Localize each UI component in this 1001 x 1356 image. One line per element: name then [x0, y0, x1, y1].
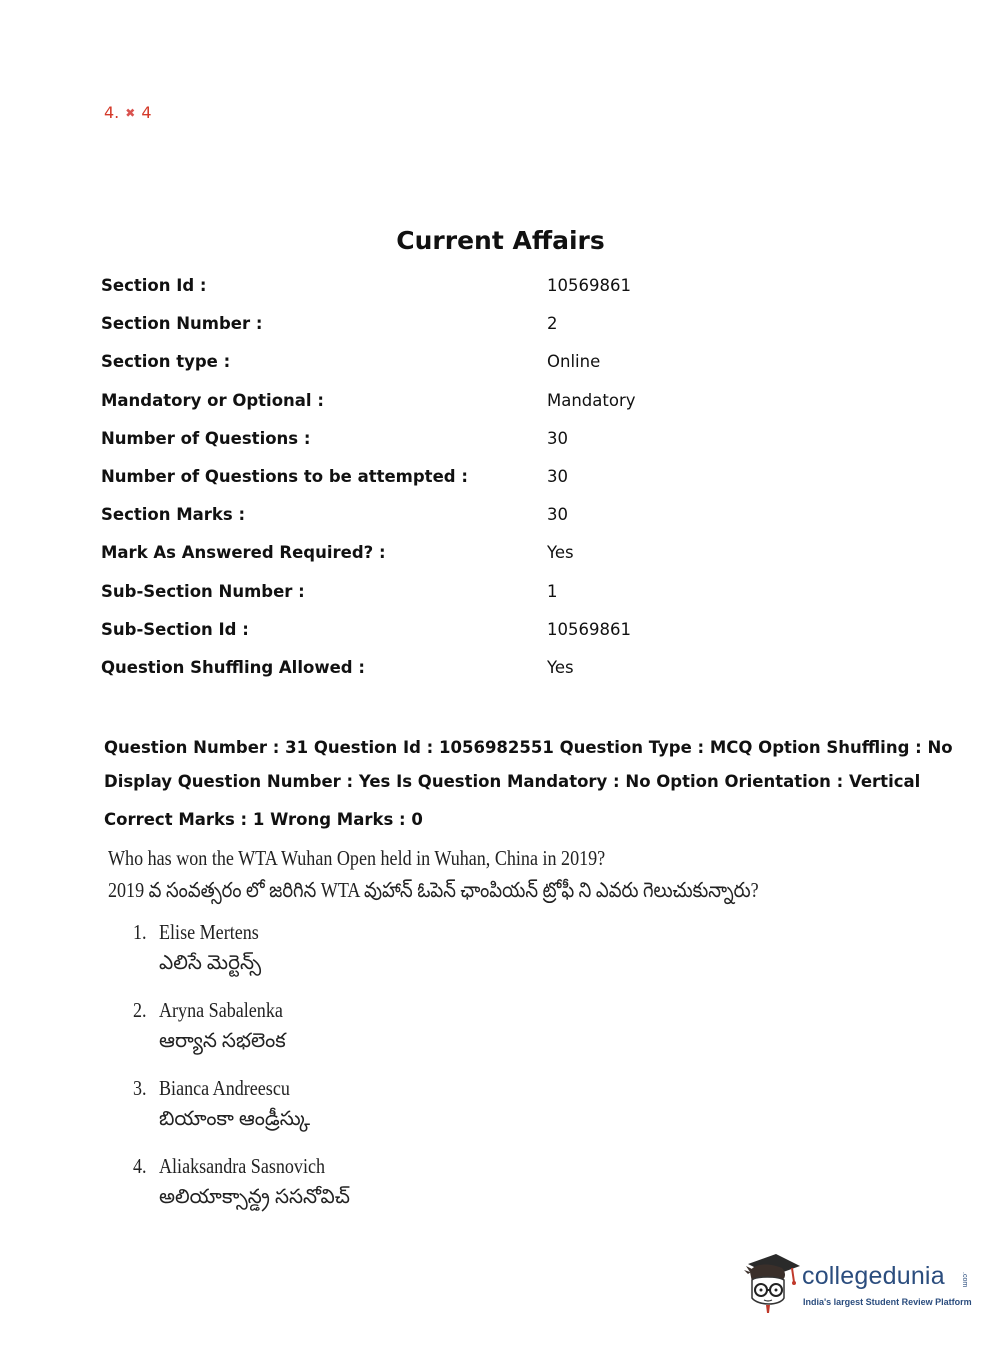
row-value: 2 [547, 314, 558, 334]
option-number: 2. [133, 998, 147, 1022]
section-row [101, 272, 901, 310]
section-row [101, 425, 901, 463]
previous-answer [104, 103, 152, 122]
section-details [101, 272, 901, 692]
row-label: Number of Questions to be attempted : [101, 466, 468, 486]
section-row [101, 348, 901, 386]
previous-answer-value: 4 [141, 103, 152, 122]
option-text-telugu: ఎలిసే మెర్టెన్స్ [159, 952, 262, 974]
option-text-telugu: అలియాక్సాన్డ్ర ససనోవిచ్ [159, 1186, 350, 1208]
row-value: 30 [547, 428, 568, 448]
section-title: Current Affairs [396, 226, 605, 255]
row-label: Question Shuffling Allowed : [101, 657, 365, 677]
logo-tagline: India's largest Student Review Platform [803, 1297, 972, 1307]
option-text-telugu: ఆర్యాన సభలెంక [159, 1030, 286, 1052]
row-label: Sub-Section Number : [101, 581, 305, 601]
question-meta-line-1: Question Number : 31 Question Id : 1056982551 Question Type : MCQ Option Shuffling : No [104, 738, 953, 757]
question-text-telugu: 2019 వ సంవత్సరం లో జరిగిన WTA వుహాన్ ఓపెన్ ఛాంపియన్ ట్రోఫీ ని ఎవరు గెలుచుకున్నారు? [108, 878, 759, 902]
row-value: Yes [547, 543, 574, 563]
option-text-english: Elise Mertens [159, 920, 259, 944]
row-value: Online [547, 352, 601, 372]
logo-suffix: .com [961, 1272, 968, 1288]
row-label: Section Marks : [101, 505, 246, 525]
logo-brand-name: collegedunia [802, 1262, 945, 1290]
row-value: 30 [547, 466, 568, 486]
row-label: Section Number : [101, 314, 263, 334]
row-label: Sub-Section Id : [101, 619, 249, 639]
section-row [101, 310, 901, 348]
question-text-english: Who has won the WTA Wuhan Open held in Wuhan, China in 2019? [108, 846, 606, 870]
section-row [101, 578, 901, 616]
option-number: 3. [133, 1076, 147, 1100]
row-value: 10569861 [547, 619, 631, 639]
row-value: Mandatory [547, 390, 636, 410]
collegedunia-logo [742, 1250, 972, 1314]
section-row [101, 387, 901, 425]
question-text [108, 842, 759, 906]
option-text-english: Aliaksandra Sasnovich [159, 1154, 326, 1178]
row-value: 1 [547, 581, 558, 601]
section-row [101, 539, 901, 577]
previous-answer-number: 4. [104, 103, 120, 122]
row-label: Number of Questions : [101, 428, 311, 448]
section-row [101, 463, 901, 501]
row-value: Yes [547, 657, 574, 677]
option-text-english: Bianca Andreescu [159, 1076, 290, 1100]
option-number: 4. [133, 1154, 147, 1178]
question-meta-line-2: Display Question Number : Yes Is Question Mandatory : No Option Orientation : Vertical [104, 772, 921, 791]
row-label: Section Id : [101, 276, 207, 295]
row-label: Section type : [101, 352, 231, 372]
row-label: Mark As Answered Required? : [101, 543, 386, 563]
mascot-icon [742, 1250, 802, 1314]
option-number: 1. [133, 920, 147, 944]
row-value: 30 [547, 505, 568, 525]
section-row [101, 616, 901, 654]
section-row [101, 654, 901, 692]
question-marks: Correct Marks : 1 Wrong Marks : 0 [104, 810, 423, 829]
section-row [101, 501, 901, 539]
option-text-english: Aryna Sabalenka [159, 998, 283, 1022]
cross-icon: ✖ [125, 105, 136, 120]
row-value: 10569861 [547, 276, 631, 295]
row-label: Mandatory or Optional : [101, 390, 324, 410]
option-text-telugu: బియాంకా ఆండ్రీస్కు [159, 1108, 311, 1130]
